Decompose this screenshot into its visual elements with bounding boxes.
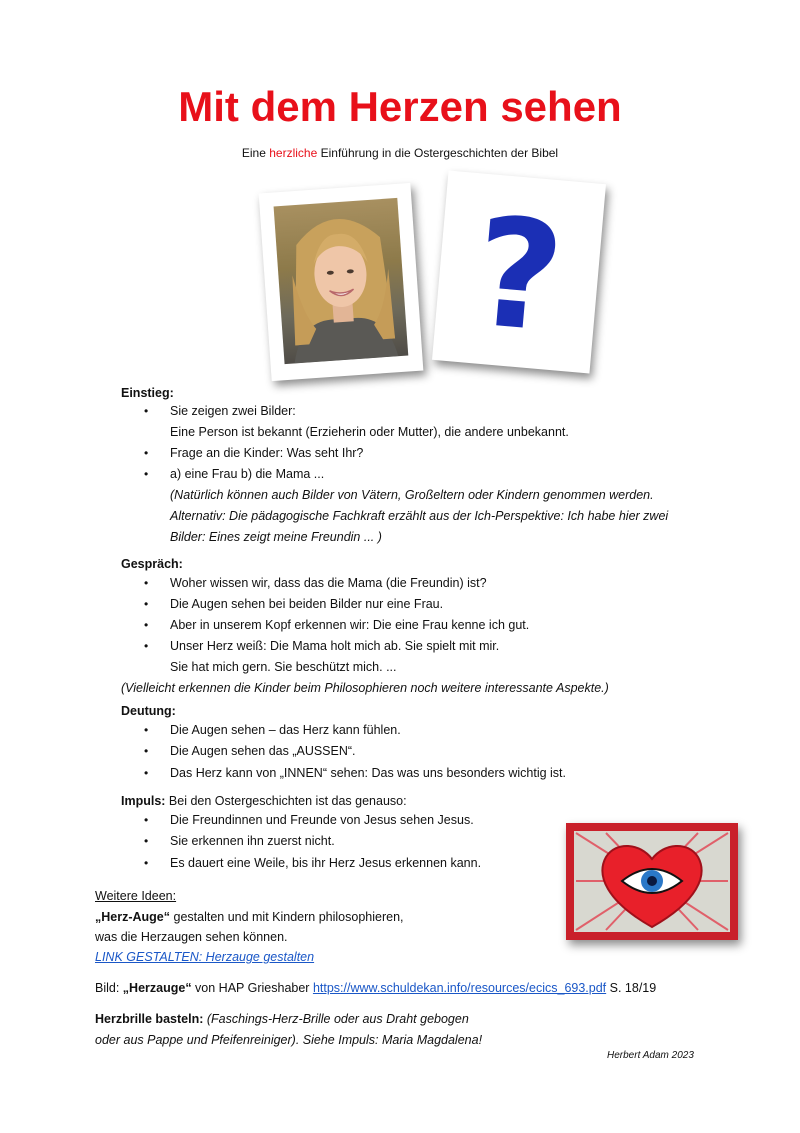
bild-prefix: Bild:: [95, 981, 123, 995]
woman-photo-card: [259, 183, 424, 381]
woman-photo: [274, 198, 409, 364]
bild-author: von HAP Grieshaber: [191, 981, 313, 995]
bild-credit: [95, 978, 656, 999]
gespraech-item-4: Unser Herz weiß: Die Mama holt mich ab. Sie spielt mit mir.: [170, 639, 500, 653]
brille-text-1: (Faschings-Herz-Brille oder aus Draht gebogen: [203, 1012, 469, 1026]
question-mark-card: [432, 170, 606, 373]
bullet-icon: •: [144, 834, 149, 848]
bullet-icon: •: [144, 618, 149, 632]
bullet-icon: •: [144, 639, 149, 653]
gespraech-heading: Gespräch:: [121, 557, 183, 571]
impuls-intro: Bei den Ostergeschichten ist das genauso:: [165, 794, 407, 808]
deutung-item-2: Die Augen sehen das „AUSSEN“.: [170, 744, 356, 758]
bullet-icon: •: [144, 404, 149, 418]
bullet-icon: •: [144, 576, 149, 590]
brille-line-1: [95, 1009, 469, 1030]
page-subtitle: [0, 145, 800, 161]
einstieg-heading: Einstieg:: [121, 386, 174, 400]
bild-page: S. 18/19: [606, 981, 657, 995]
einstieg-item-2: Frage an die Kinder: Was seht Ihr?: [170, 446, 364, 460]
impuls-item-2: Sie erkennen ihn zuerst nicht.: [170, 834, 335, 848]
einstieg-item-3: a) eine Frau b) die Mama ...: [170, 467, 325, 481]
bullet-icon: •: [144, 856, 149, 870]
einstieg-note-3: Bilder: Eines zeigt meine Freundin ... ): [170, 530, 382, 544]
gespraech-item-4-cont: Sie hat mich gern. Sie beschützt mich. ...: [170, 660, 397, 674]
deutung-heading: Deutung:: [121, 704, 176, 718]
subtitle-end: Einführung in die Ostergeschichten der Bibel: [317, 146, 559, 160]
einstieg-note-1: (Natürlich können auch Bilder von Vätern, Großeltern oder Kindern genommen werden.: [170, 488, 654, 502]
subtitle-start: Eine: [241, 146, 270, 160]
impuls-item-1: Die Freundinnen und Freunde von Jesus sehen Jesus.: [170, 813, 474, 827]
bullet-icon: •: [144, 813, 149, 827]
question-mark-glyph: ?: [467, 185, 570, 367]
einstieg-item-1: Sie zeigen zwei Bilder:: [170, 404, 296, 418]
brille-heading: Herzbrille basteln:: [95, 1012, 204, 1026]
herz-auge-label: „Herz-Auge“: [95, 910, 171, 924]
gespraech-item-3: Aber in unserem Kopf erkennen wir: Die eine Frau kenne ich gut.: [170, 618, 530, 632]
impuls-heading: Impuls:: [121, 794, 166, 808]
heart-eye-picture: [566, 823, 738, 940]
deutung-item-1: Die Augen sehen – das Herz kann fühlen.: [170, 723, 401, 737]
deutung-item-3: Das Herz kann von „INNEN“ sehen: Das was uns besonders wichtig ist.: [170, 766, 566, 780]
gespraech-item-1: Woher wissen wir, dass das die Mama (die Freundin) ist?: [170, 576, 487, 590]
impuls-item-3: Es dauert eine Weile, bis ihr Herz Jesus erkennen kann.: [170, 856, 482, 870]
bild-name: „Herzauge“: [122, 981, 192, 995]
bullet-icon: •: [144, 597, 149, 611]
bullet-icon: •: [144, 766, 149, 780]
brille-line-2: oder aus Pappe und Pfeifenreiniger). Siehe Impuls: Maria Magdalena!: [95, 1033, 483, 1047]
subtitle-highlight: herzliche: [269, 146, 318, 160]
gespraech-note: (Vielleicht erkennen die Kinder beim Philosophieren noch weitere interessante Aspekte.): [121, 681, 609, 695]
impuls-line: [121, 791, 407, 812]
page-title: Mit dem Herzen sehen: [178, 83, 622, 130]
bullet-icon: •: [144, 744, 149, 758]
einstieg-item-1-cont: Eine Person ist bekannt (Erzieherin oder Mutter), die andere unbekannt.: [170, 425, 569, 439]
ideen-heading: Weitere Ideen:: [95, 889, 177, 903]
author-credit: Herbert Adam 2023: [607, 1050, 694, 1061]
bild-source-link[interactable]: https://www.schuldekan.info/resources/ecics_693.pdf: [312, 981, 607, 995]
question-mark-icon: [432, 170, 606, 373]
ideen-line-1-rest: gestalten und mit Kindern philosophieren,: [170, 910, 404, 924]
ideen-line-1: [95, 907, 404, 928]
gespraech-item-2: Die Augen sehen bei beiden Bilder nur eine Frau.: [170, 597, 444, 611]
ideen-line-2: was die Herzaugen sehen können.: [95, 930, 288, 944]
bullet-icon: •: [144, 446, 149, 460]
herzauge-gestalten-link[interactable]: LINK GESTALTEN: Herzauge gestalten: [95, 950, 315, 964]
einstieg-note-2: Alternativ: Die pädagogische Fachkraft erzählt aus der Ich-Perspektive: Ich habe hier zwei: [170, 509, 669, 523]
bullet-icon: •: [144, 723, 149, 737]
bullet-icon: •: [144, 467, 149, 481]
